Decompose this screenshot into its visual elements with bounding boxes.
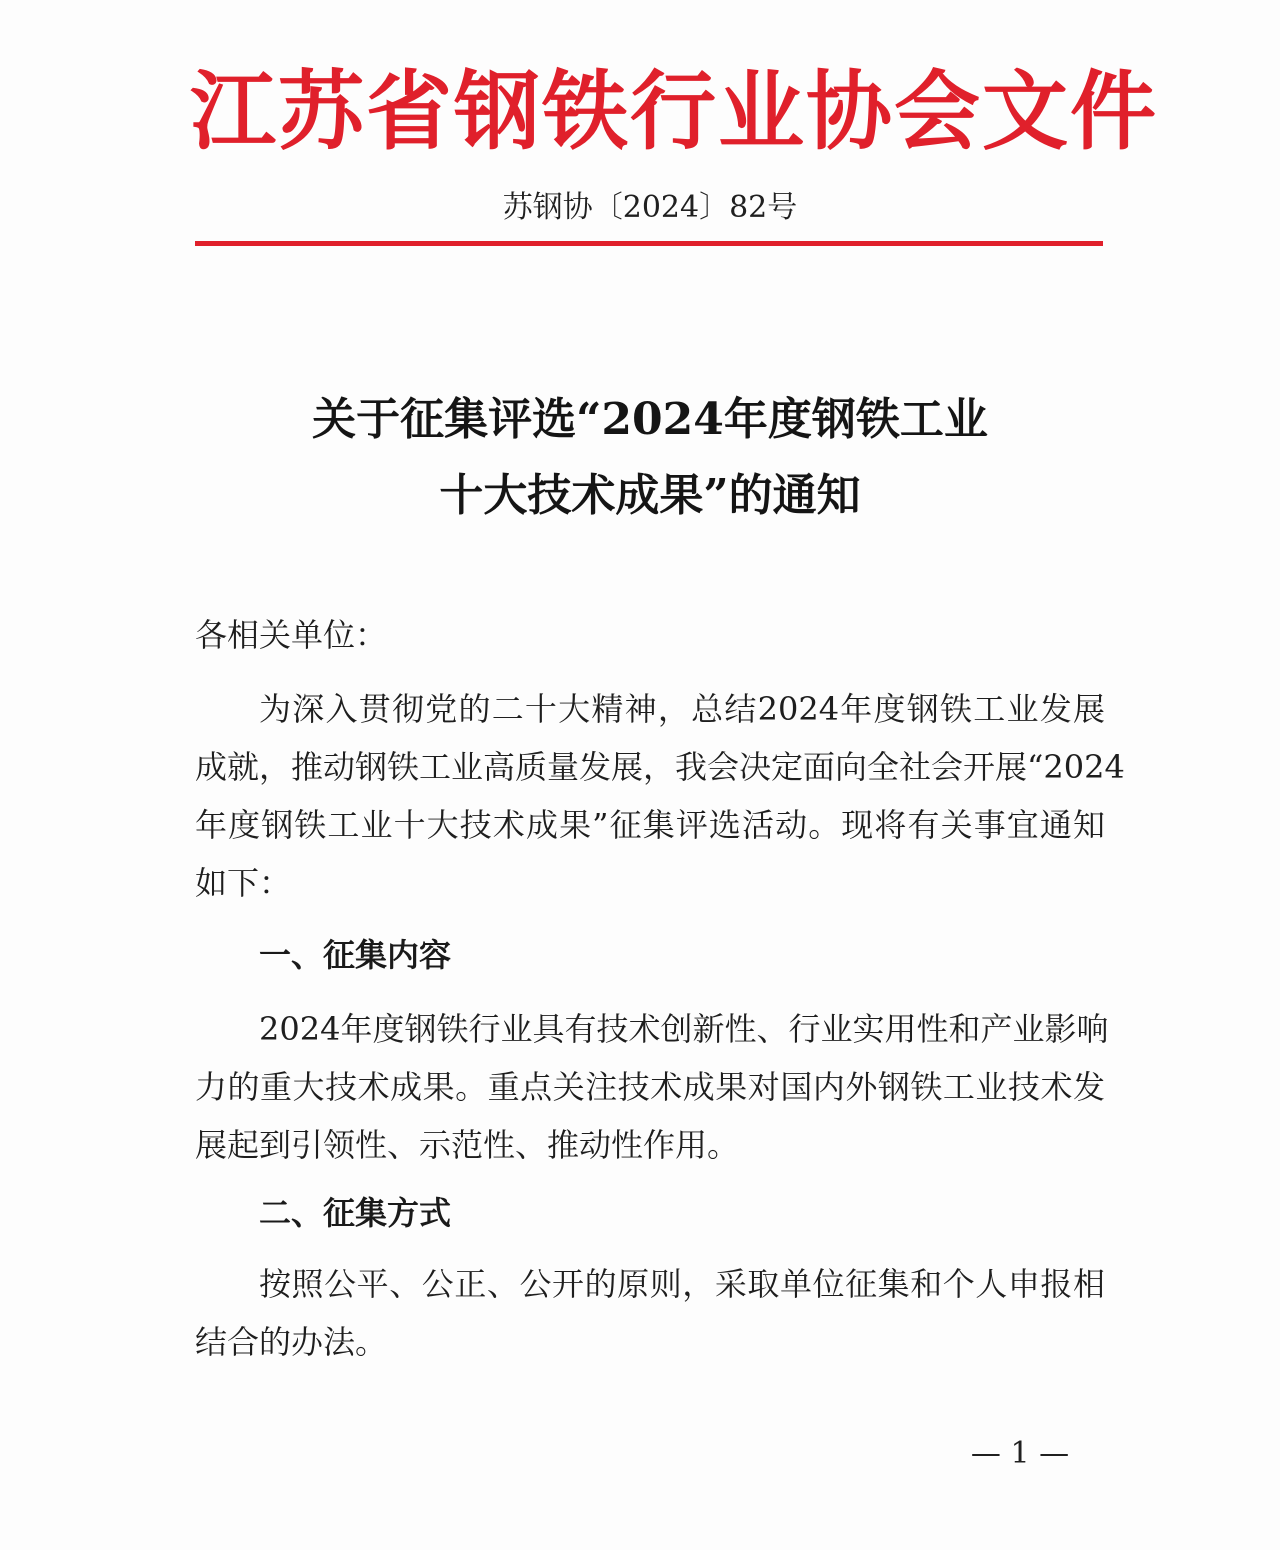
notice-title	[190, 382, 1110, 534]
notice-title-line-1: 关于征集评选“2024年度钢铁工业	[312, 394, 988, 445]
issuing-organization-title: 江苏省钢铁行业协会文件	[190, 61, 1158, 162]
intro-line-3: 年度钢铁工业十大技术成果”征集评选活动。现将有关事宜通知	[195, 806, 1105, 844]
section-2-line-2: 结合的办法。	[195, 1323, 388, 1361]
document-number: 苏钢协〔2024〕82号	[502, 190, 798, 225]
section-1-line-1: 2024年度钢铁行业具有技术创新性、行业实用性和产业影响	[259, 1010, 1109, 1048]
section-2-paragraph	[195, 1255, 1105, 1371]
intro-line-2: 成就，推动钢铁工业高质量发展，我会决定面向全社会开展“2024	[195, 748, 1125, 786]
section-1-heading: 一、征集内容	[259, 936, 452, 974]
section-2-line-1: 按照公平、公正、公开的原则，采取单位征集和个人申报相	[259, 1265, 1105, 1303]
page-number: — 1 —	[970, 1436, 1070, 1471]
salutation: 各相关单位：	[195, 616, 388, 654]
section-2-heading: 二、征集方式	[259, 1194, 452, 1232]
red-header-rule	[195, 241, 1103, 246]
section-1-line-3: 展起到引领性、示范性、推动性作用。	[195, 1126, 740, 1164]
notice-title-line-2: 十大技术成果”的通知	[439, 470, 861, 521]
intro-paragraph	[195, 680, 1125, 912]
section-1-paragraph	[195, 1000, 1109, 1174]
intro-line-1: 为深入贯彻党的二十大精神，总结2024年度钢铁工业发展	[259, 690, 1105, 728]
section-1-line-2: 力的重大技术成果。重点关注技术成果对国内外钢铁工业技术发	[195, 1068, 1105, 1106]
intro-line-4: 如下：	[195, 864, 292, 902]
